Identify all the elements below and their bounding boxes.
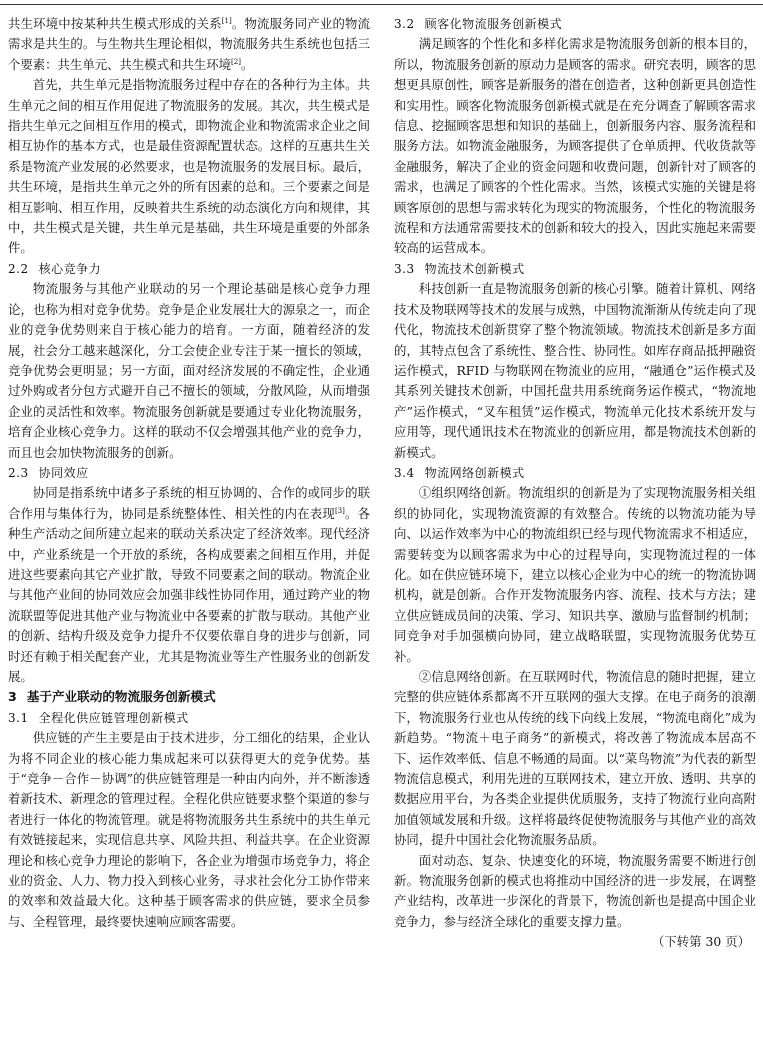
citation: [3] xyxy=(334,506,345,515)
continued-note: （下转第 30 页） xyxy=(652,934,750,950)
paragraph: 面对动态、复杂、快速变化的环境，物流服务需要不断进行创新。物流服务创新的模式也将推动中国经济的进一步发展，在调整产业结构，改革进一步深化的背景下，物流创新也是提高中国企业竞争力，参与经济全球化的重要支撑力量。 xyxy=(394,852,756,929)
section-heading-3-4: 3.4 物流网络创新模式 xyxy=(394,465,525,480)
section-heading-3-1: 3.1 全程化供应链管理创新模式 xyxy=(8,710,189,725)
citation: [1] xyxy=(221,16,232,25)
paragraph: ②信息网络创新。在互联网时代，物流信息的随时把握，建立完整的供应链体系都离不开互联网的强大支撑。在电子商务的浪潮下，物流服务行业也从传统的线下向线上发展，“物流电商化”成为新趋势。“物流＋电子商务”的新模式，将改善了物流成本居高不下、运作效率低、信息不畅通的局面。以“菜鸟物流”为代表的新型物流信息模式，利用先进的互联网技术，建立开放、透明、共享的数据应用平台，为各类企业提供优质服务，支持了物流行业向高附加值领域发展和升级。这样将最终促使物流服务与其他产业的高效协同，提升中国社会化物流服务品质。 xyxy=(394,669,756,848)
section-heading-3-2: 3.2 顾客化物流服务创新模式 xyxy=(394,17,563,31)
paragraph: 物流服务与其他产业联动的另一个理论基础是核心竞争力理论，也称为相对竞争优势。竞争是企业发展壮大的源泉之一，而企业的竞争优势则来自于核心能力的培育。一方面，随着经济的发展，社会分工越来越深化，分工会使企业专注于某一擅长的领域，竞争优势会更明显；另一方面，面对经济发展的不确定性，企业通过外购或者分包方式避开自己不擅长的领域，分散风险，从而增强企业的灵活性和效率。物流服务创新就是要通过专业化物流服务，培育企业核心竞争力。这样的联动不仅会增强其他产业的竞争力，而且也会加快物流服务的创新。 xyxy=(8,281,370,460)
left-column xyxy=(8,14,370,932)
paragraph: 共生环境中按某种共生模式形成的关系[1]。物流服务同产业的物流需求是共生的。与生物共生理论相似，物流服务共生系统也包括三个要素：共生单元、共生模式和共生环境[2]。 xyxy=(8,16,371,72)
paragraph: 满足顾客的个性化和多样化需求是物流服务创新的根本目的，所以，物流服务创新的原动力是顾客的需求。研究表明，顾客的思想更具原创性，顾客是新服务的潜在创造者，这种创新更具创造性和实用性。顾客化物流服务创新模式就是在充分调查了解顾客需求信息、挖掘顾客思想和知识的基础上，创新服务内容、服务流程和服务方法。如物流金融服务，为顾客提供了仓单质押、代收货款等金融服务，解决了企业的资金问题和收费问题，创新针对了顾客的需求，也满足了顾客的个性化需求。当然，该模式实施的关键是将顾客原创的思想与需求转化为现实的物流服务，个性化的物流服务流程和方法通常需要技术的创新和较大的投入，因此实施起来需要较高的运营成本。 xyxy=(394,36,756,256)
right-column xyxy=(394,14,756,953)
paragraph: 协同是指系统中诸多子系统的相互协调的、合作的或同步的联合作用与集体行为，协同是系统整体性、相关性的内在表现[3]。各种生产活动之间所建立起来的联动关系决定了经济效率。现代经济中，产业系统是一个开放的系统，各构成要素之间相互作用，并促进这些要素向其它产业扩散，导致不同要素之间的联动。物流企业与其他产业间的协同效应会加强非线性协同作用，通过跨产业的物流联盟等促进其他产业与物流业中各要素的扩散与联动。其他产业的创新、结构升级及竞争力提升不仅要依靠自身的进步与创新，同时还有赖于相关配套产业，尤其是物流业等生产性服务业的创新发展。 xyxy=(8,485,371,684)
citation: [2] xyxy=(231,57,241,66)
paragraph: 首先，共生单元是指物流服务过程中存在的各种行为主体。共生单元之间的相互作用促进了物流服务的发展。其次，共生模式是指共生单元之间相互作用的模式，即物流企业和物流需求企业之间相互协作的基本方式，也是最佳资源配置状态。这样的互惠共生关系是物流产业发展的必然要求，也是物流服务的发展目标。最后，共生环境，是指共生单元之外的所有因素的总和。三个要素之间是相互影响、相互作用，反映着共生系统的动态演化方向和规律，其中，共生模式是关键，共生单元是基础，共生环境是重要的外部条件。 xyxy=(8,77,370,256)
section-heading-3-3: 3.3 物流技术创新模式 xyxy=(394,261,525,276)
header-rule xyxy=(0,0,763,5)
paragraph: ①组织网络创新。物流组织的创新是为了实现物流服务相关组织的协同化，实现物流资源的有效整合。传统的以物流功能为导向、以运作效率为中心的物流组织已经与现代物流需求不相适应，需要转变为以顾客需求为中心的过程导向，实现物流过程的一体化。如在供应链环境下，建立以核心企业为中心的统一的物流协调机构，就是创新。合作开发物流服务内容、流程、技术与方法；建立供应链成员间的决策、学习、知识共享、激励与监督制约机制；同竞争对手加强横向协同，建立战略联盟，实现物流服务优势互补。 xyxy=(394,485,756,664)
paragraph: 科技创新一直是物流服务创新的核心引擎。随着计算机、网络技术及物联网等技术的发展与成熟，中国物流渐渐从传统走向了现代化，物流技术创新贯穿了整个物流领域。物流技术创新是多方面的，其特点包含了系统性、整合性、协同性。如库存商品抵押融资运作模式，RFID 与物联网在物流业的应用，“融通仓”运作模式及其系列关键技术创新，中国托盘共用系统商务运作模式，“物流地产”运作模式，“叉车租赁”运作模式，物流单元化技术系统开发与应用等，现代通讯技术在物流业的创新应用，都是物流技术创新的新模式。 xyxy=(394,281,756,460)
paragraph: 供应链的产生主要是由于技术进步，分工细化的结果，企业认为将不同企业的核心能力集成起来可以获得更大的竞争优势。基于“竞争－合作－协调”的供应链管理是一种由内向外，并不断渗透着新技术、新理念的管理过程。全程化供应链要求整个渠道的参与者进行一体化的物流管理。就是将物流服务共生系统中的共生单元有效链接起来，实现信息共享、风险共担、利益共享。在企业资源理论和核心竞争力理论的影响下，各企业为增强市场竞争力，将企业的资金、人力、物力投入到核心业务，寻求社会化分工协作带来的效率和效益最大化。这种基于顾客需求的供应链，要求全员参与、全程管理，最终要快速响应顾客需要。 xyxy=(8,730,370,929)
section-heading-3: 3 基于产业联动的物流服务创新模式 xyxy=(8,689,216,705)
section-heading-2-2: 2.2 核心竞争力 xyxy=(8,261,102,276)
section-heading-2-3: 2.3 协同效应 xyxy=(8,465,89,480)
